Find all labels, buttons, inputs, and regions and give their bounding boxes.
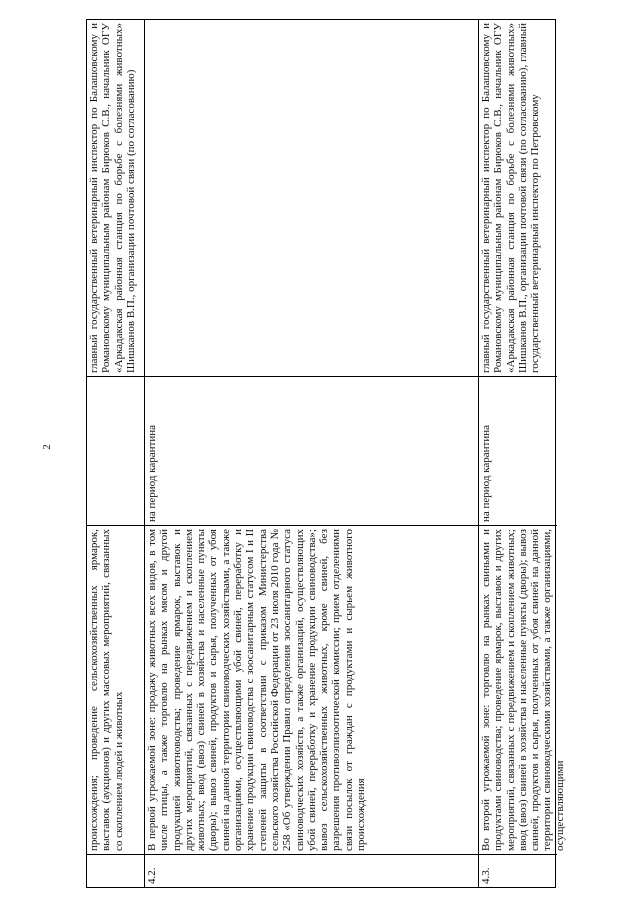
responsible-cell: главный государственный ветеринарный инспектор по Балашовскому и Романовскому муниципальным районам Бирюков С.В., начальник ОГУ «Аркадакская районная станция по борьбе с болезнями животных» Шишканов В.П., организации почтовой связи (по согласованию), главный государственный ветеринарный инспектор по Петровскому <box>480 23 542 373</box>
measure-cell: Во второй угрожаемой зоне: торговлю на рынках свиньями и продуктами свиноводства; проведение ярмарок, выставок и других мероприятий, связанных с передвижением и скоплением животных; ввод (ввоз) свиней в хозяйства и населенные пункты (дворы); вывоз свиней, продуктов и сырья, полученных от убоя свиней на данной территории свиноводческими хозяйствами, а также организациями, осуществляющими <box>479 525 557 854</box>
row-number-cell <box>145 854 478 887</box>
term-cell: на период карантина <box>479 376 557 525</box>
responsible-cell <box>145 20 478 376</box>
term-cell <box>87 376 144 525</box>
table-row <box>145 20 479 887</box>
responsible-cell: главный государственный ветеринарный инспектор по Балашовскому и Романовскому муниципальным районам Бирюков С.В., начальник ОГУ «Аркадакская районная станция по борьбе с болезнями животных» Шишканов В.П., организации почтовой связи (по согласованию) <box>88 23 137 373</box>
row-number-cell <box>479 854 557 887</box>
row-number-cell <box>87 854 144 887</box>
table-row <box>87 20 145 887</box>
row-number: 4.3. <box>480 867 492 884</box>
measure-cell: происхождения; проведение сельскохозяйственных ярмарок, выставок (аукционов) и других массовых мероприятий, связанных со скоплением людей и животных <box>87 525 144 854</box>
term-cell: на период карантина <box>145 376 478 525</box>
page-number: 2 <box>41 444 53 450</box>
measure-cell: В первой угрожаемой зоне: продажу животных всех видов, в том числе птицы, а также торговлю на рынках мясом и другой продукцией животноводства; проведение ярмарок, выставок и других мероприятий, связанных с передвижением и скоплением животных; ввод (ввоз) свиней в хозяйства и населенные пункты (дворы); вывоз свиней, продуктов и сырья, полученных от убоя свиней на данной территории свиноводческих хозяйствами, а также организациями, осуществляющими убой свиней, переработку и хранение продукции свиноводства с зоосанитарным статусом I и II степеней защиты в соответствии с приказом Министерства сельского хозяйства Российской Федерации от 23 июля 2010 года № 258 «Об утверждении Правил определения зоосанитарного статуса свиноводческих хозяйств, а также организаций, осуществляющих убой свиней, переработку и хранение продукции свиноводства»; вывоз сельскохозяйственных животных, кроме свиней, без разрешения противоэпизоотической комиссии; прием отделениями связи посылок от граждан с продуктами и сырьем животного происхождения <box>145 525 478 854</box>
table-row <box>479 20 566 887</box>
row-number: 4.2. <box>146 867 158 884</box>
measures-table <box>86 19 566 888</box>
